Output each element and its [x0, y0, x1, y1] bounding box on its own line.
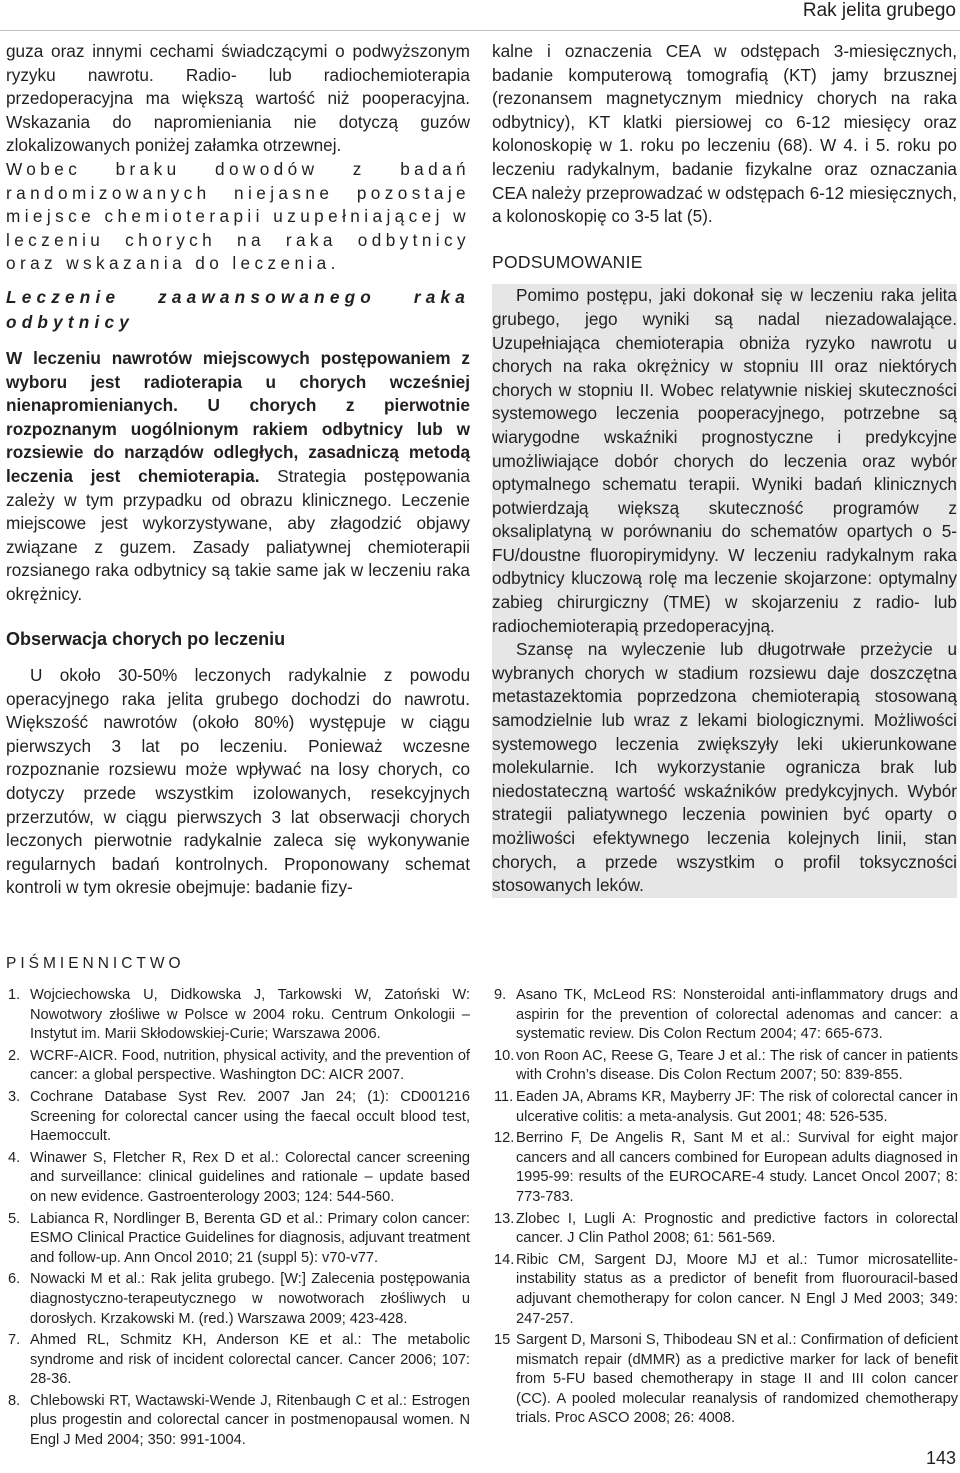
reference-number: 11. [494, 1088, 514, 1105]
summary-paragraph: Pomimo postępu, jaki dokonał się w leczeniu raka jelita grubego, jego wyniki są nadal niezadowalające. Uzupełniająca chemioterapia obniża ryzyko nawrotu u chorych na raka okrężnicy w stopniu III oraz niektórych chorych w stopniu II. Wobec relatywnie niskiej skuteczności systemowego leczenia pooperacyjnego, potrzebne są wiarygodne wskaźniki prognostyczne i predykcyjne umożliwiające dobór chorych do leczenia oraz wybór optymalnego schematu terapii. Wyniki badań klinicznych potwierdzają większą skuteczność programów z oksaliplatyną w porównaniu do schematów opartych o 5-FU/doustne fluoropirymidyny. W leczeniu radykalnym raka odbytnicy kluczową rolę ma leczenie skojarzone: optymalny zabieg chirurgiczny (TME) w skojarzeniu z radio- lub radiochemioterapią przedoperacyjną. [492, 284, 957, 638]
reference-number: 15 [494, 1332, 511, 1349]
reference-item [8, 1149, 470, 1208]
reference-item [494, 1210, 958, 1249]
left-column [6, 40, 470, 900]
paragraph-spaced: Wobec braku dowodów z badań randomizowanych niejasne pozostaje miejsce chemioterapii uzupełniającej w leczeniu chorych na raka odbytnicy oraz wskazania do leczenia. [6, 158, 470, 274]
reference-text: Eaden JA, Abrams KR, Mayberry JF: The risk of colorectal cancer in ulcerative colitis: a meta-analysis. Gut 2001; 48: 526-535. [516, 1088, 958, 1125]
reference-item [494, 1331, 958, 1429]
section-heading: Obserwacja chorych po leczeniu [6, 629, 286, 650]
reference-item [494, 986, 958, 1045]
reference-item [494, 1251, 958, 1329]
reference-number: 6. [8, 1271, 21, 1288]
reference-number: 12. [494, 1130, 515, 1147]
reference-text: Zlobec I, Lugli A: Prognostic and predictive factors in colorectal cancer. J Clin Pathol 2008; 61: 561-569. [516, 1210, 958, 1247]
references-list-right [494, 986, 958, 1431]
page-number: 143 [925, 1448, 956, 1468]
reference-text: Winawer S, Fletcher R, Rex D et al.: Colorectal cancer screening and surveillance: clinical guidelines and rationale – update based on new evidence. Gastroenterology 2003; 124: 544-560. [30, 1149, 470, 1205]
running-header-title: Rak jelita grubego [802, 0, 956, 21]
reference-item [8, 1331, 470, 1390]
reference-number: 14. [494, 1251, 515, 1268]
reference-item [494, 1047, 958, 1086]
reference-number: 8. [8, 1392, 21, 1409]
references-heading: PIŚMIENNICTWO [6, 955, 185, 972]
reference-item [494, 1129, 958, 1207]
reference-text: Berrino F, De Angelis R, Sant M et al.: Survival for eight major cancers and all cancers combined for European adults diagnosed in 1995-99: results of the EUROCARE-4 study. Lancet Oncol 2007; 8: 773-783. [516, 1130, 958, 1205]
reference-text: Ribic CM, Sargent DJ, Moore MJ et al.: Tumor microsatellite-instability status as a predictor of benefit from fluorouracil-based adjuvant chemotherapy for colon cancer. N Engl J Med 2003; 349: 247-257. [516, 1251, 958, 1327]
reference-number: 13. [494, 1210, 515, 1227]
reference-item [8, 1047, 470, 1086]
reference-item [8, 1088, 470, 1147]
bold-text: W leczeniu nawrotów miejscowych postępowaniem z wyboru jest radioterapia u chorych wcześniej nienapromienianych. U chorych z pierwotnie rozpoznanym uogólnionym rakiem odbytnicy lub w rozsiewie do narządów odległych, zasadniczą metodą leczenia jest chemioterapia. [6, 347, 470, 486]
reference-item [8, 1392, 470, 1451]
reference-number: 4. [8, 1149, 21, 1166]
right-column [492, 40, 957, 898]
reference-text: WCRF-AICR. Food, nutrition, physical activity, and the prevention of cancer: a global perspective. Washington DC: AICR 2007. [30, 1047, 470, 1084]
summary-paragraph: Szansę na wyleczenie lub długotrwałe przeżycie u wybranych chorych w stadium rozsiewu daje doszczętna metastazektomia poprzedzona chemioterapią stosowaną samodzielnie lub wraz z lekami biologicznymi. Możliwości systemowego leczenia zwiększyły leki ukierunkowane molekularnie. Ich wykorzystanie ogranicza brak lub niedostateczną wartość wskaźników predykcyjnych. Wybór strategii paliatywnego leczenia powinien być oparty o możliwości efektywnego leczenia kolejnych linii, stan chorych, a przede wszystkim o profil toksyczności stosowanych leków. [492, 638, 957, 898]
reference-number: 5. [8, 1210, 21, 1227]
reference-item [8, 1210, 470, 1269]
reference-number: 3. [8, 1088, 21, 1105]
reference-number: 1. [8, 987, 21, 1003]
reference-number: 9. [494, 987, 507, 1003]
paragraph [6, 347, 470, 607]
reference-text: Chlebowski RT, Wactawski-Wende J, Ritenbaugh C et al.: Estrogen plus progestin and colorectal cancer in postmenopausal women. N Engl J Med 2004; 350: 991-1004. [30, 1392, 470, 1449]
reference-text: Nowacki M et al.: Rak jelita grubego. [W:] Zalecenia postępowania diagnostyczno-terapeutycznego w nowotworach złośliwych u dorosłych. Krzakowski M. (red.) Warszawa 2009; 423-428. [30, 1271, 470, 1327]
reference-text: Ahmed RL, Schmitz KH, Anderson KE et al.: The metabolic syndrome and risk of incident colorectal cancer. Cancer 2006; 107: 28-36. [30, 1332, 470, 1388]
references-list-left [8, 986, 470, 1453]
paragraph: guza oraz innymi cechami świadczącymi o podwyższonym ryzyku nawrotu. Radio- lub radiochemioterapia przedoperacyjna ma większą wartość niż pooperacyjna. Wskazania do napromieniania nie dotyczą guzów zlokalizowanych poniżej załamka otrzewnej. [6, 41, 470, 156]
subsection-heading: Leczenie zaawansowanego raka odbytnicy [6, 286, 470, 332]
running-header [0, 0, 960, 31]
paragraph: kalne i oznaczenia CEA w odstępach 3-miesięcznych, badanie komputerową tomografią (KT) jamy brzusznej (rezonansem magnetycznym miednicy chorych na raka odbytnicy), KT klatki piersiowej co 6-12 miesięcy oraz kolonoskopię w 1. roku po leczeniu (68). W 4. i 5. roku po leczeniu radykalnym, badanie fizykalne oraz oznaczania CEA należy przeprowadzać w odstępach 6-12 miesięcznych, a kolonoskopię co 3-5 lat (5). [492, 41, 957, 227]
reference-number: 7. [8, 1332, 21, 1349]
reference-number: 10. [494, 1047, 515, 1064]
reference-text: Labianca R, Nordlinger B, Berenta GD et al.: Primary colon cancer: ESMO Clinical Practice Guidelines for diagnosis, adjuvant treatment and follow-up. Ann Oncol 2010; 21 (suppl 5): v70-v77. [30, 1210, 470, 1266]
reference-item [494, 1088, 958, 1127]
reference-text: von Roon AC, Reese G, Teare J et al.: The risk of cancer in patients with Crohn’s disease. Dis Colon Rectum 2007; 50: 839-855. [516, 1047, 958, 1084]
reference-text: Asano TK, McLeod RS: Nonsteroidal anti-inflammatory drugs and aspirin for the prevention of colorectal adenomas and cancer: a systematic review. Dis Colon Rectum 2004; 47: 665-673. [516, 987, 958, 1043]
reference-text: Wojciechowska U, Didkowska J, Tarkowski W, Zatoński W: Nowotwory złośliwe w Polsce w 2004 roku. Centrum Onkologii – Instytut im. Marii Skłodowskiej-Curie; Warszawa 2006. [30, 987, 470, 1043]
reference-number: 2. [8, 1047, 21, 1064]
paragraph: U około 30-50% leczonych radykalnie z powodu operacyjnego raka jelita grubego dochodzi do nawrotu. Większość nawrotów (około 80%) występuje w ciągu pierwszych 3 lat po leczeniu. Ponieważ wczesne rozpoznanie rozsiewu może wpływać na losy chorych, co dotyczy przede wszystkim izolowanych, resekcyjnych przerzutów, w ciągu pierwszych 3 lat obserwacji chorych leczonych pierwotnie radykalnie zaleca się wykonywanie regularnych badań kontrolnych. Proponowany schemat kontroli w tym okresie obejmuje: badanie fizy- [6, 665, 470, 898]
regular-text: Strategia postępowania zależy w tym przypadku od obrazu klinicznego. Leczenie miejscowe jest wykorzystywane, aby złagodzić objawy związane z guzem. Zasady paliatywnej chemioterapii rozsianego raka odbytnicy są takie same jak w leczeniu raka okrężnicy. [6, 465, 470, 604]
section-heading: PODSUMOWANIE [492, 251, 643, 272]
reference-item [8, 986, 470, 1045]
reference-item [8, 1270, 470, 1329]
reference-text: Cochrane Database Syst Rev. 2007 Jan 24; (1): CD001216 Screening for colorectal cancer using the faecal occult blood test, Haemoccult. [30, 1088, 470, 1145]
reference-text: Sargent D, Marsoni S, Thibodeau SN et al.: Confirmation of deficient mismatch repair (dMMR) as a predictive marker for lack of benefit from 5-FU based chemotherapy in stage II and III colon cancer (CC). A pooled molecular reanalysis of randomized chemotherapy trials. Proc ASCO 2008; 26: 4008. [516, 1332, 958, 1427]
